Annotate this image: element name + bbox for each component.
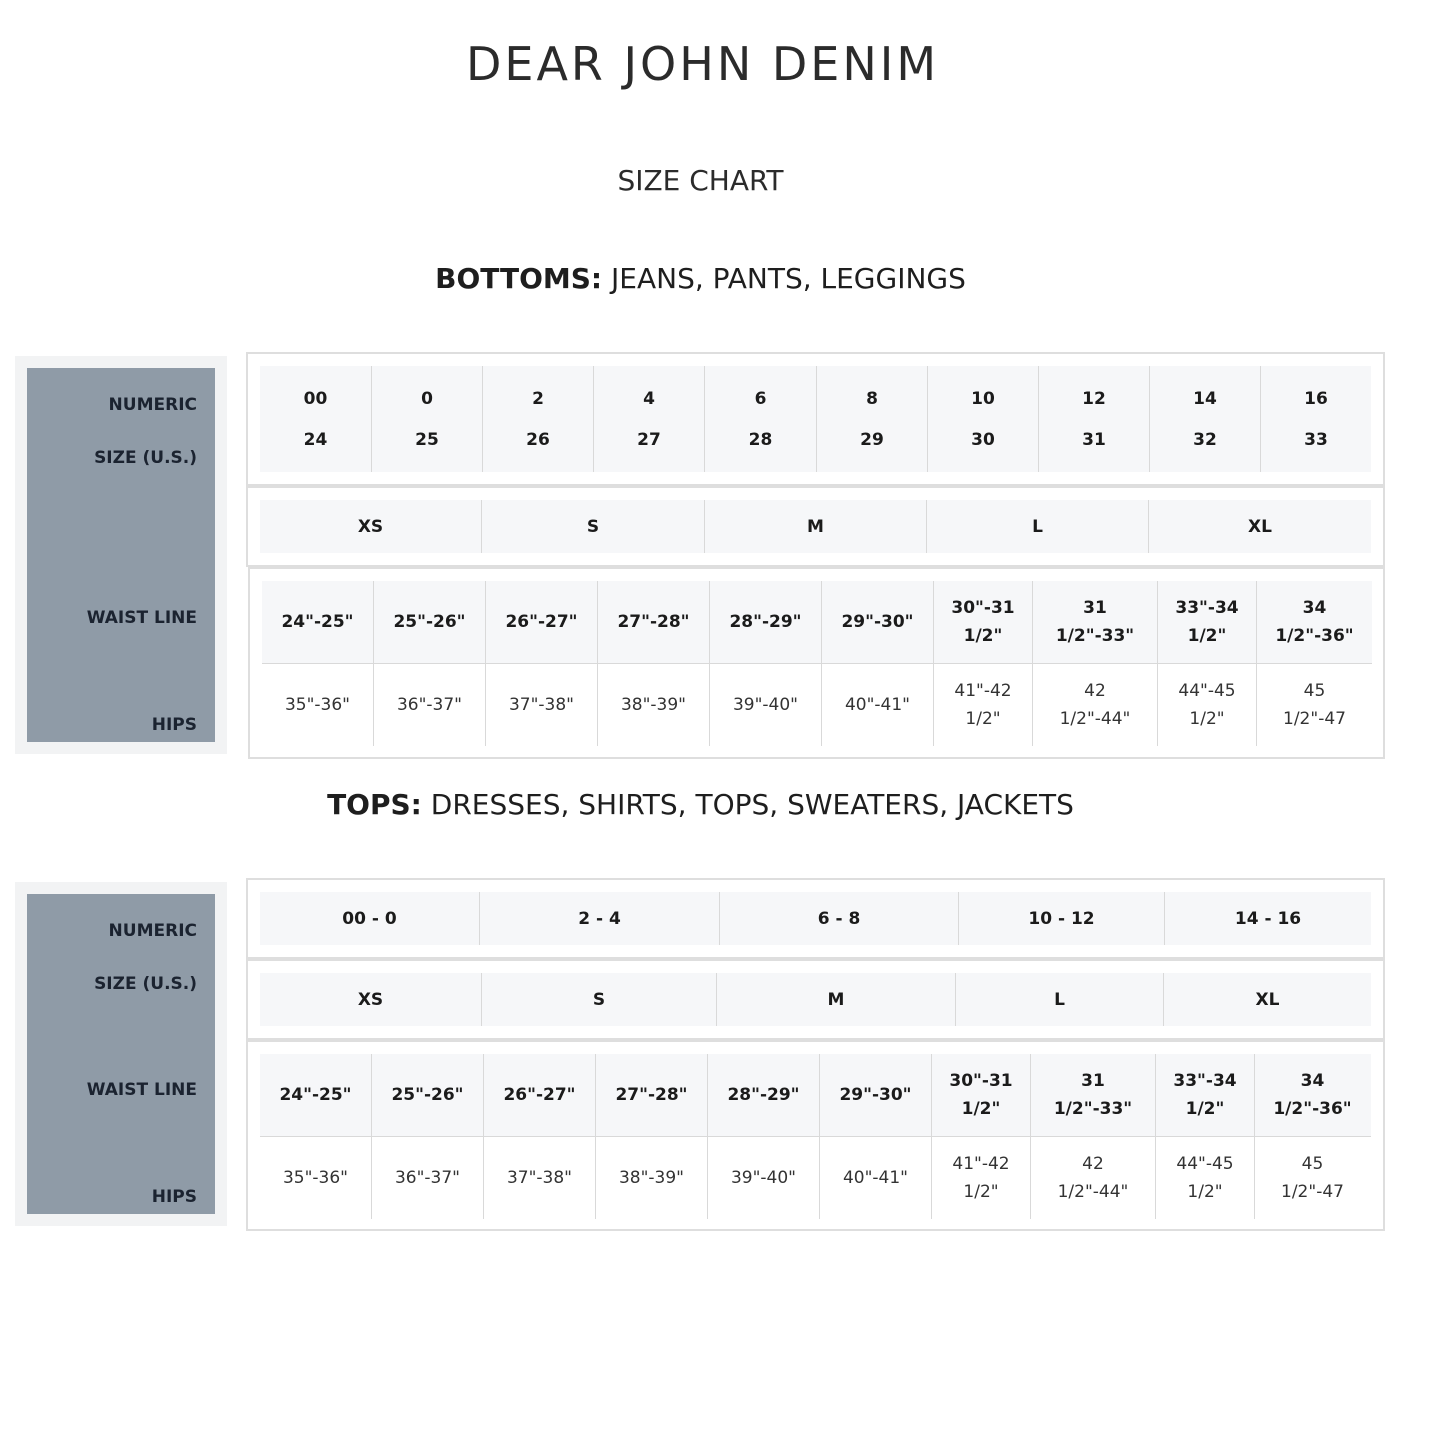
letter-size-cell: XS <box>260 973 482 1026</box>
waist-cell <box>934 581 1033 663</box>
legend-numeric: NUMERIC <box>108 921 197 941</box>
legend-size-us: SIZE (U.S.) <box>94 448 197 468</box>
waist-cell <box>708 1054 820 1136</box>
hips-cell-line: 42 <box>1082 1154 1104 1174</box>
hips-cell-line: 1/2"-47 <box>1283 709 1346 729</box>
size-column-us: 32 <box>1193 429 1217 450</box>
hips-cell <box>598 664 710 746</box>
waist-cell-line: 1/2"-33" <box>1053 1099 1133 1119</box>
size-column-numeric: 10 <box>971 388 995 409</box>
size-column-us: 25 <box>415 429 439 450</box>
waist-cell-line: 28"-29" <box>729 612 802 632</box>
hips-cell-line: 1/2"-44" <box>1059 709 1131 729</box>
waist-cell <box>484 1054 596 1136</box>
bottoms-legend-panel <box>15 356 227 754</box>
waist-cell-line: 28"-29" <box>727 1085 800 1105</box>
size-column-numeric: 2 <box>532 388 544 409</box>
waist-cell-line: 29"-30" <box>839 1085 912 1105</box>
waist-cell-line: 24"-25" <box>279 1085 352 1105</box>
waist-cell-line: 27"-28" <box>617 612 690 632</box>
waist-cell <box>820 1054 932 1136</box>
waist-cell <box>1158 581 1257 663</box>
hips-cell-line: 45 <box>1303 681 1326 701</box>
letter-size-cell: L <box>927 500 1149 553</box>
numeric-range-cell: 2 - 4 <box>480 892 720 945</box>
waist-cell-line: 30"-31 <box>951 598 1015 618</box>
waist-cell-line: 25"-26" <box>391 1085 464 1105</box>
waist-cell-line: 1/2" <box>963 626 1003 646</box>
size-column-numeric: 4 <box>643 388 655 409</box>
size-column-us: 31 <box>1082 429 1106 450</box>
letter-size-cell: L <box>956 973 1164 1026</box>
hips-cell-line: 35"-36" <box>284 695 351 715</box>
waist-cell <box>260 1054 372 1136</box>
hips-cell-line: 40"-41" <box>844 695 911 715</box>
waist-cell <box>1031 1054 1156 1136</box>
hips-cell <box>1156 1137 1255 1219</box>
legend-waist-line: WAIST LINE <box>86 608 197 628</box>
size-column <box>1261 366 1371 472</box>
waist-cell <box>486 581 598 663</box>
waist-cell-line: 1/2"-36" <box>1275 626 1354 646</box>
waist-cell <box>1156 1054 1255 1136</box>
bottoms-section-title <box>0 262 1423 296</box>
bottoms-numeric-table <box>246 352 1385 486</box>
waist-cell <box>372 1054 484 1136</box>
hips-cell <box>708 1137 820 1219</box>
hips-cell-line: 1/2" <box>1189 709 1225 729</box>
hips-cell-line: 45 <box>1301 1154 1324 1174</box>
letter-size-cell: XL <box>1255 989 1280 1010</box>
hips-cell <box>260 1137 372 1219</box>
size-column-numeric: 6 <box>754 388 767 409</box>
size-column <box>483 366 594 472</box>
hips-cell-line: 1/2"-47 <box>1281 1182 1344 1202</box>
waist-cell-line: 31 <box>1081 1071 1105 1091</box>
hips-cell-line: 35"-36" <box>282 1168 349 1188</box>
waist-cell <box>374 581 486 663</box>
size-column-us: 26 <box>526 429 550 450</box>
hips-cell <box>486 664 598 746</box>
tops-numeric-table <box>246 878 1385 959</box>
size-column-numeric: 8 <box>866 388 878 409</box>
bottoms-measurement-table <box>248 567 1385 759</box>
hips-cell <box>1255 1137 1370 1219</box>
hips-cell-line: 42 <box>1084 681 1106 701</box>
size-column <box>372 366 483 472</box>
waist-cell <box>1033 581 1158 663</box>
hips-cell-line: 38"-39" <box>620 695 687 715</box>
numeric-range-cell: 00 - 0 <box>260 892 480 945</box>
hips-cell <box>372 1137 484 1219</box>
waist-cell <box>710 581 822 663</box>
tops-letter-size-table <box>246 959 1385 1040</box>
size-column-us: 24 <box>303 429 328 450</box>
hips-cell-line: 44"-45 <box>1176 1154 1234 1174</box>
tops-section-title <box>0 788 1423 822</box>
waist-cell-line: 26"-27" <box>503 1085 576 1105</box>
waist-cell-line: 25"-26" <box>393 612 466 632</box>
waist-cell-line: 27"-28" <box>615 1085 688 1105</box>
legend-hips: HIPS <box>151 1187 197 1207</box>
hips-cell <box>710 664 822 746</box>
waist-cell <box>932 1054 1031 1136</box>
size-column <box>1150 366 1261 472</box>
hips-cell <box>1257 664 1372 746</box>
waist-cell-line: 1/2" <box>1187 626 1227 646</box>
size-column-us: 30 <box>971 429 995 450</box>
waist-cell-line: 31 <box>1083 598 1107 618</box>
waist-cell <box>262 581 374 663</box>
numeric-range-cell: 14 - 16 <box>1234 908 1302 929</box>
numeric-range-cell: 6 - 8 <box>720 892 959 945</box>
size-column <box>928 366 1039 472</box>
hips-cell-line: 41"-42 <box>952 1154 1010 1174</box>
waist-cell <box>598 581 710 663</box>
waist-cell-line: 34 <box>1302 598 1327 618</box>
hips-cell-line: 38"-39" <box>618 1168 685 1188</box>
size-column-numeric: 00 <box>303 388 328 409</box>
hips-cell-line: 39"-40" <box>730 1168 797 1188</box>
letter-size-cell: S <box>482 973 717 1026</box>
hips-cell-line: 36"-37" <box>394 1168 461 1188</box>
size-column-numeric: 12 <box>1082 388 1106 409</box>
hips-cell-line: 37"-38" <box>506 1168 573 1188</box>
bottoms-title-rest: JEANS, PANTS, LEGGINGS <box>602 262 966 295</box>
waist-cell-line: 33"-34 <box>1173 1071 1237 1091</box>
waist-cell <box>822 581 934 663</box>
hips-cell <box>484 1137 596 1219</box>
tops-measurement-table <box>246 1040 1385 1231</box>
waist-cell-line: 1/2"-33" <box>1055 626 1135 646</box>
bottoms-title-bold: BOTTOMS: <box>435 262 603 295</box>
waist-cell-line: 24"-25" <box>281 612 354 632</box>
numeric-range-cell: 10 - 12 <box>959 892 1165 945</box>
bottoms-legend-swatch <box>27 368 215 742</box>
size-column-numeric: 0 <box>421 388 433 409</box>
waist-cell-line: 26"-27" <box>505 612 578 632</box>
letter-size-cell: XL <box>1248 516 1272 537</box>
waist-cell-line: 29"-30" <box>841 612 914 632</box>
size-column-us: 29 <box>860 429 884 450</box>
waist-cell-line: 1/2" <box>1185 1099 1225 1119</box>
letter-size-cell: XS <box>260 500 482 553</box>
legend-size-us: SIZE (U.S.) <box>94 974 197 994</box>
waist-cell-line: 33"-34 <box>1175 598 1239 618</box>
hips-cell <box>822 664 934 746</box>
hips-cell <box>820 1137 932 1219</box>
bottoms-letter-size-table <box>246 486 1385 567</box>
legend-numeric: NUMERIC <box>108 395 197 415</box>
waist-cell <box>1257 581 1372 663</box>
tops-title-bold: TOPS: <box>327 788 422 821</box>
letter-size-cell: M <box>705 500 927 553</box>
tops-title-rest: DRESSES, SHIRTS, TOPS, SWEATERS, JACKETS <box>421 788 1074 821</box>
brand-logo-text: DEAR JOHN DENIM <box>465 37 940 91</box>
size-column <box>1039 366 1150 472</box>
size-column <box>817 366 928 472</box>
size-column <box>260 366 372 472</box>
tops-legend-panel <box>15 882 227 1226</box>
size-column-numeric: 16 <box>1304 388 1328 409</box>
legend-hips: HIPS <box>151 715 197 735</box>
hips-cell-line: 41"-42 <box>954 681 1012 701</box>
hips-cell-line: 44"-45 <box>1178 681 1236 701</box>
hips-cell <box>1031 1137 1156 1219</box>
hips-cell <box>596 1137 708 1219</box>
size-column-us: 28 <box>748 429 773 450</box>
letter-size-cell: S <box>482 500 705 553</box>
hips-cell <box>1158 664 1257 746</box>
waist-cell <box>1255 1054 1370 1136</box>
hips-cell-line: 37"-38" <box>508 695 575 715</box>
hips-cell <box>374 664 486 746</box>
hips-cell <box>932 1137 1031 1219</box>
waist-cell-line: 34 <box>1300 1071 1325 1091</box>
hips-cell-line: 1/2" <box>963 1182 999 1202</box>
size-column <box>705 366 817 472</box>
tops-legend-swatch <box>27 894 215 1214</box>
size-column <box>594 366 705 472</box>
waist-cell <box>596 1054 708 1136</box>
page-title: SIZE CHART <box>617 164 784 197</box>
hips-cell-line: 1/2"-44" <box>1057 1182 1129 1202</box>
waist-cell-line: 30"-31 <box>949 1071 1013 1091</box>
waist-cell-line: 1/2"-36" <box>1273 1099 1352 1119</box>
hips-cell <box>934 664 1033 746</box>
letter-size-cell: M <box>717 973 956 1026</box>
hips-cell-line: 40"-41" <box>842 1168 909 1188</box>
size-column-us: 27 <box>637 429 661 450</box>
legend-waist-line: WAIST LINE <box>86 1080 197 1100</box>
hips-cell-line: 1/2" <box>1187 1182 1223 1202</box>
hips-cell-line: 1/2" <box>965 709 1001 729</box>
waist-cell-line: 1/2" <box>961 1099 1001 1119</box>
hips-cell <box>1033 664 1158 746</box>
hips-cell <box>262 664 374 746</box>
hips-cell-line: 39"-40" <box>732 695 799 715</box>
size-column-numeric: 14 <box>1193 388 1217 409</box>
size-column-us: 33 <box>1304 429 1328 450</box>
hips-cell-line: 36"-37" <box>396 695 463 715</box>
